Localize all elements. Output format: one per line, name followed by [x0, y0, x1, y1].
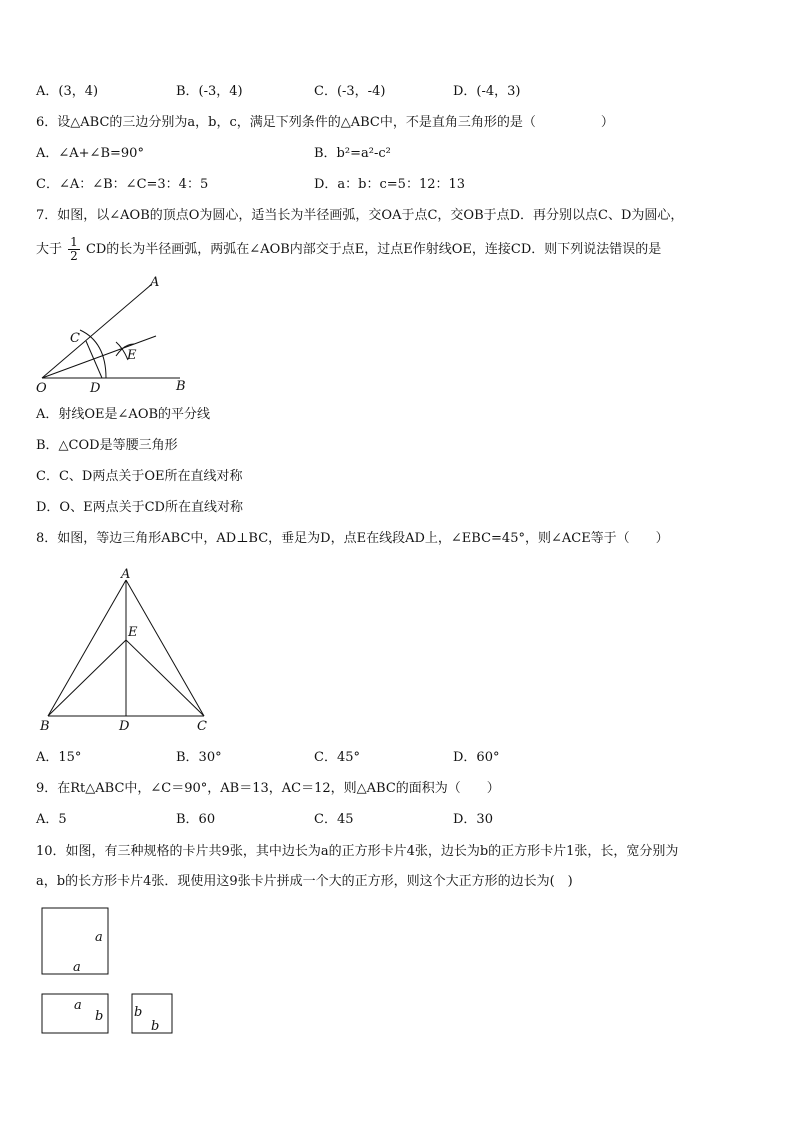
- q9-stem: 9．在Rt△ABC中，∠C＝90°，AB＝13，AC＝12，则△ABC的面积为（ ）: [36, 781, 500, 796]
- q7-fraction: [68, 236, 80, 263]
- q7-stem-post: CD的长为半径画弧，两弧在∠AOB内部交于点E，过点E作射线OE，连接CD．则下列说法错误的是: [85, 242, 662, 257]
- q7-option-a[interactable]: A．射线OE是∠AOB的平分线: [36, 407, 211, 422]
- label-c: C: [197, 719, 207, 734]
- label-d: D: [119, 719, 130, 734]
- label-e: E: [127, 348, 137, 363]
- label-c: C: [70, 331, 80, 346]
- q5-option-a[interactable]: A．(3，4): [36, 84, 99, 99]
- q6-option-a[interactable]: A．∠A+∠B=90°: [36, 146, 144, 161]
- arc-cd: [80, 330, 106, 378]
- q8-equilateral-triangle-figure: [36, 562, 216, 734]
- label-e: E: [128, 625, 138, 640]
- q10-stem-line2: a，b的长方形卡片4张．现使用这9张卡片拼成一个大的正方形，则这个大正方形的边长为( ): [36, 874, 573, 889]
- q8-option-b[interactable]: B．30°: [176, 750, 222, 765]
- label-b: B: [176, 379, 186, 394]
- label-a: A: [121, 567, 131, 582]
- q7-option-b[interactable]: B．△COD是等腰三角形: [36, 438, 178, 453]
- q6-option-b[interactable]: B．b²=a²-c²: [314, 146, 391, 161]
- q7-option-c[interactable]: C．C、D两点关于OE所在直线对称: [36, 469, 243, 484]
- q8-option-d[interactable]: D．60°: [453, 750, 500, 765]
- label-d: D: [90, 381, 101, 396]
- q5-option-d[interactable]: D．(-4，3): [453, 84, 521, 99]
- q7-stem-line1: 7．如图，以∠AOB的顶点O为圆心，适当长为半径画弧，交OA于点C，交OB于点D．再分别以点C、D为圆心，: [36, 208, 684, 223]
- label-a-bottom: a: [73, 960, 81, 975]
- q8-option-c[interactable]: C．45°: [314, 750, 360, 765]
- q6-option-c[interactable]: C．∠A：∠B：∠C=3：4：5: [36, 177, 209, 192]
- q10-cards-figure: [36, 902, 186, 1040]
- q9-option-a[interactable]: A．5: [36, 812, 67, 827]
- label-a-side: a: [95, 930, 103, 945]
- segment-ce: [126, 640, 204, 716]
- q7-angle-bisector-figure: [30, 272, 200, 398]
- q6-option-d[interactable]: D．a：b：c=5：12：13: [314, 177, 466, 192]
- q9-option-b[interactable]: B．60: [176, 812, 216, 827]
- q7-option-d[interactable]: D．O、E两点关于CD所在直线对称: [36, 500, 243, 515]
- ray-oa: [42, 284, 152, 378]
- label-a: A: [150, 275, 160, 290]
- q7-frac-den: 2: [70, 249, 78, 263]
- label-b-side: b: [134, 1005, 143, 1020]
- q7-stem-line2: [36, 236, 661, 263]
- label-rect-a: a: [74, 998, 82, 1013]
- label-rect-b: b: [95, 1009, 104, 1024]
- q5-option-b[interactable]: B．(-3，4): [176, 84, 243, 99]
- q8-stem: 8．如图，等边三角形ABC中，AD⊥BC，垂足为D，点E在线段AD上，∠EBC=45°，则∠ACE等于（ ）: [36, 531, 669, 546]
- q8-option-a[interactable]: A．15°: [36, 750, 82, 765]
- q7-stem-pre: 大于: [36, 242, 63, 257]
- q5-option-c[interactable]: C．(-3，-4): [314, 84, 386, 99]
- q10-stem-line1: 10．如图，有三种规格的卡片共9张，其中边长为a的正方形卡片4张，边长为b的正方形卡片1张，长，宽分别为: [36, 844, 679, 859]
- label-o: O: [36, 381, 47, 396]
- side-ab: [48, 580, 126, 716]
- segment-cd: [86, 341, 102, 378]
- label-b: B: [40, 719, 50, 734]
- q9-option-c[interactable]: C．45: [314, 812, 354, 827]
- q6-stem: 6．设△ABC的三边分别为a，b，c，满足下列条件的△ABC中，不是直角三角形的是（ ）: [36, 115, 614, 130]
- q9-option-d[interactable]: D．30: [453, 812, 493, 827]
- side-ac: [126, 580, 204, 716]
- q7-frac-num: 1: [70, 235, 78, 249]
- label-b-bottom: b: [151, 1019, 160, 1034]
- segment-be: [48, 640, 126, 716]
